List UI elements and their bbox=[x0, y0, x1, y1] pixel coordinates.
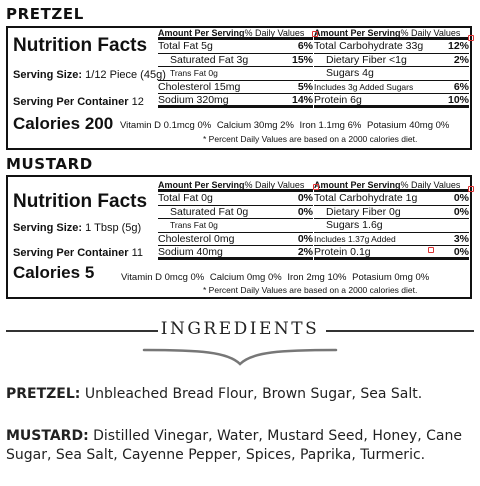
pretzel-footnote: * Percent Daily Values are based on a 2000 calories diet. bbox=[203, 134, 418, 144]
pretzel-sodium-row bbox=[158, 94, 313, 108]
pretzel-left-dv-header: % Daily Values bbox=[244, 28, 305, 38]
mustard-serving-size-value: 1 Tbsp (5g) bbox=[85, 222, 142, 234]
pretzel-servings-value: 12 bbox=[131, 96, 144, 108]
pretzel-protein-row bbox=[314, 94, 469, 108]
mustard-fiber-row bbox=[314, 206, 469, 220]
mustard-ingredients-text: Distilled Vinegar, Water, Mustard Seed, Honey, Cane Sugar, Sea Salt, Cayenne Pepper, Spices, Paprika, Turmeric. bbox=[6, 428, 462, 463]
pretzel-saturated-fat-pct: 15% bbox=[291, 53, 313, 66]
mustard-right-amount-header: Amount Per Serving bbox=[314, 180, 401, 190]
mustard-calcium: Calcium 0mg 0% bbox=[209, 272, 282, 283]
mustard-left-dv-header: % Daily Values bbox=[244, 180, 305, 190]
pretzel-trans-fat-label: Trans Fat 0g bbox=[170, 68, 218, 78]
pretzel-right-column bbox=[314, 29, 469, 108]
pretzel-iron: Iron 1.1mg 6% bbox=[299, 120, 362, 131]
pretzel-serving-size-value: 1/12 Piece (45g) bbox=[85, 69, 166, 81]
pretzel-saturated-fat-label: Saturated Fat 3g bbox=[170, 53, 249, 66]
mustard-serving-size-label: Serving Size: bbox=[13, 222, 83, 234]
mustard-sugars-row bbox=[314, 219, 469, 233]
pretzel-vitamin-d: Vitamin D 0.1mcg 0% bbox=[120, 120, 212, 131]
mustard-ingredients bbox=[6, 427, 476, 465]
ingredients-heading: INGREDIENTS bbox=[160, 319, 320, 339]
pretzel-saturated-fat-row bbox=[158, 54, 313, 68]
mustard-fiber-pct: 0% bbox=[453, 205, 469, 218]
mustard-protein-row bbox=[314, 246, 469, 260]
pretzel-added-sugars-pct: 6% bbox=[453, 80, 469, 93]
pretzel-sodium-label: Sodium 320mg bbox=[158, 94, 229, 106]
mustard-cholesterol-label: Cholesterol 0mg bbox=[158, 232, 235, 245]
mustard-added-sugars-pct: 3% bbox=[453, 232, 469, 245]
mustard-protein-label: Protein 0.1g bbox=[314, 246, 371, 258]
pretzel-ingredients-label: PRETZEL: bbox=[6, 386, 81, 402]
mustard-right-column-header bbox=[314, 181, 469, 192]
pretzel-serving-size-label: Serving Size: bbox=[13, 69, 83, 81]
pretzel-sugars-label: Sugars 4g bbox=[326, 67, 374, 79]
pretzel-sugars-row bbox=[314, 67, 469, 81]
mustard-potassium: Potasium 0mg 0% bbox=[352, 272, 430, 283]
marker-icon bbox=[468, 35, 474, 41]
mustard-protein-pct: 0% bbox=[453, 246, 469, 258]
mustard-right-column bbox=[314, 181, 469, 260]
pretzel-total-carb-pct: 12% bbox=[447, 40, 469, 52]
pretzel-total-carb-row bbox=[314, 40, 469, 54]
mustard-iron: Iron 2mg 10% bbox=[287, 272, 347, 283]
pretzel-calories bbox=[13, 114, 113, 134]
pretzel-total-fat-pct: 6% bbox=[297, 40, 313, 52]
pretzel-serving-size bbox=[13, 69, 166, 82]
pretzel-fiber-row bbox=[314, 54, 469, 68]
mustard-calories-value: 5 bbox=[84, 263, 95, 282]
mustard-total-carb-label: Total Carbohydrate 1g bbox=[314, 192, 418, 204]
mustard-cholesterol-pct: 0% bbox=[297, 232, 313, 245]
mustard-footnote: * Percent Daily Values are based on a 2000 calories diet. bbox=[203, 285, 418, 295]
mustard-servings-value: 11 bbox=[131, 247, 144, 259]
pretzel-servings-label: Serving Per Container bbox=[13, 96, 129, 108]
mustard-total-carb-row bbox=[314, 192, 469, 206]
marker-icon bbox=[312, 31, 318, 37]
pretzel-protein-pct: 10% bbox=[447, 94, 469, 106]
pretzel-left-amount-header: Amount Per Serving bbox=[158, 28, 245, 38]
marker-icon bbox=[468, 186, 474, 192]
mustard-section-title: MUSTARD bbox=[6, 155, 93, 173]
pretzel-total-fat-label: Total Fat 5g bbox=[158, 40, 213, 52]
mustard-nutrition-facts-title: Nutrition Facts bbox=[13, 191, 148, 212]
mustard-calories bbox=[13, 263, 94, 283]
mustard-serving-size bbox=[13, 222, 141, 235]
pretzel-vitamins-line bbox=[120, 120, 452, 131]
pretzel-right-dv-header: % Daily Values bbox=[400, 28, 461, 38]
mustard-added-sugars-label: Includes 1.37g Added bbox=[314, 233, 396, 244]
mustard-left-column bbox=[158, 181, 313, 260]
mustard-vitamin-d: Vitamin D 0mcg 0% bbox=[121, 272, 205, 283]
mustard-total-carb-pct: 0% bbox=[453, 192, 469, 204]
pretzel-left-column bbox=[158, 29, 313, 108]
mustard-sugars-label: Sugars 1.6g bbox=[326, 219, 383, 231]
pretzel-added-sugars-label: Includes 3g Added Sugars bbox=[314, 81, 414, 92]
pretzel-fiber-pct: 2% bbox=[453, 53, 469, 66]
pretzel-section-title: PRETZEL bbox=[6, 5, 84, 23]
pretzel-cholesterol-row bbox=[158, 81, 313, 95]
pretzel-ingredients bbox=[6, 385, 476, 404]
mustard-added-sugars-row bbox=[314, 233, 469, 247]
pretzel-calories-value: 200 bbox=[84, 114, 114, 133]
mustard-fiber-label: Dietary Fiber 0g bbox=[326, 205, 401, 218]
pretzel-added-sugars-row bbox=[314, 81, 469, 95]
mustard-sodium-row bbox=[158, 246, 313, 260]
mustard-cholesterol-row bbox=[158, 233, 313, 247]
pretzel-protein-label: Protein 6g bbox=[314, 94, 362, 106]
mustard-left-amount-header: Amount Per Serving bbox=[158, 180, 245, 190]
mustard-calories-label: Calories bbox=[13, 263, 81, 282]
mustard-right-dv-header: % Daily Values bbox=[400, 180, 461, 190]
pretzel-total-fat-row bbox=[158, 40, 313, 54]
mustard-ingredients-label: MUSTARD: bbox=[6, 428, 89, 444]
mustard-saturated-fat-label: Saturated Fat 0g bbox=[170, 205, 249, 218]
mustard-sodium-label: Sodium 40mg bbox=[158, 246, 223, 258]
ornament-flourish-icon bbox=[140, 346, 340, 368]
mustard-total-fat-pct: 0% bbox=[297, 192, 313, 204]
pretzel-servings-per-container bbox=[13, 96, 144, 109]
marker-icon bbox=[313, 184, 319, 190]
mustard-total-fat-label: Total Fat 0g bbox=[158, 192, 213, 204]
pretzel-cholesterol-pct: 5% bbox=[297, 80, 313, 93]
pretzel-calories-label: Calories bbox=[13, 114, 81, 133]
pretzel-fiber-label: Dietary Fiber <1g bbox=[326, 53, 407, 66]
pretzel-cholesterol-label: Cholesterol 15mg bbox=[158, 80, 241, 93]
mustard-trans-fat-row bbox=[158, 219, 313, 233]
pretzel-sodium-pct: 14% bbox=[291, 94, 313, 106]
mustard-sodium-pct: 2% bbox=[297, 246, 313, 258]
mustard-vitamins-line bbox=[121, 272, 432, 283]
pretzel-left-column-header bbox=[158, 29, 313, 40]
pretzel-nutrition-facts-title: Nutrition Facts bbox=[13, 35, 148, 56]
pretzel-nutrition-panel bbox=[6, 26, 472, 150]
marker-icon bbox=[428, 247, 434, 253]
mustard-servings-label: Serving Per Container bbox=[13, 247, 129, 259]
mustard-nutrition-panel bbox=[6, 175, 472, 299]
pretzel-trans-fat-row bbox=[158, 67, 313, 81]
pretzel-ingredients-text: Unbleached Bread Flour, Brown Sugar, Sea Salt. bbox=[80, 386, 423, 402]
pretzel-total-carb-label: Total Carbohydrate 33g bbox=[314, 40, 424, 52]
mustard-saturated-fat-pct: 0% bbox=[297, 205, 313, 218]
mustard-left-column-header bbox=[158, 181, 313, 192]
pretzel-right-amount-header: Amount Per Serving bbox=[314, 28, 401, 38]
pretzel-potassium: Potasium 40mg 0% bbox=[366, 120, 450, 131]
mustard-trans-fat-label: Trans Fat 0g bbox=[170, 220, 218, 230]
mustard-servings-per-container bbox=[13, 247, 143, 260]
mustard-saturated-fat-row bbox=[158, 206, 313, 220]
mustard-total-fat-row bbox=[158, 192, 313, 206]
pretzel-right-column-header bbox=[314, 29, 469, 40]
pretzel-calcium: Calcium 30mg 2% bbox=[216, 120, 294, 131]
